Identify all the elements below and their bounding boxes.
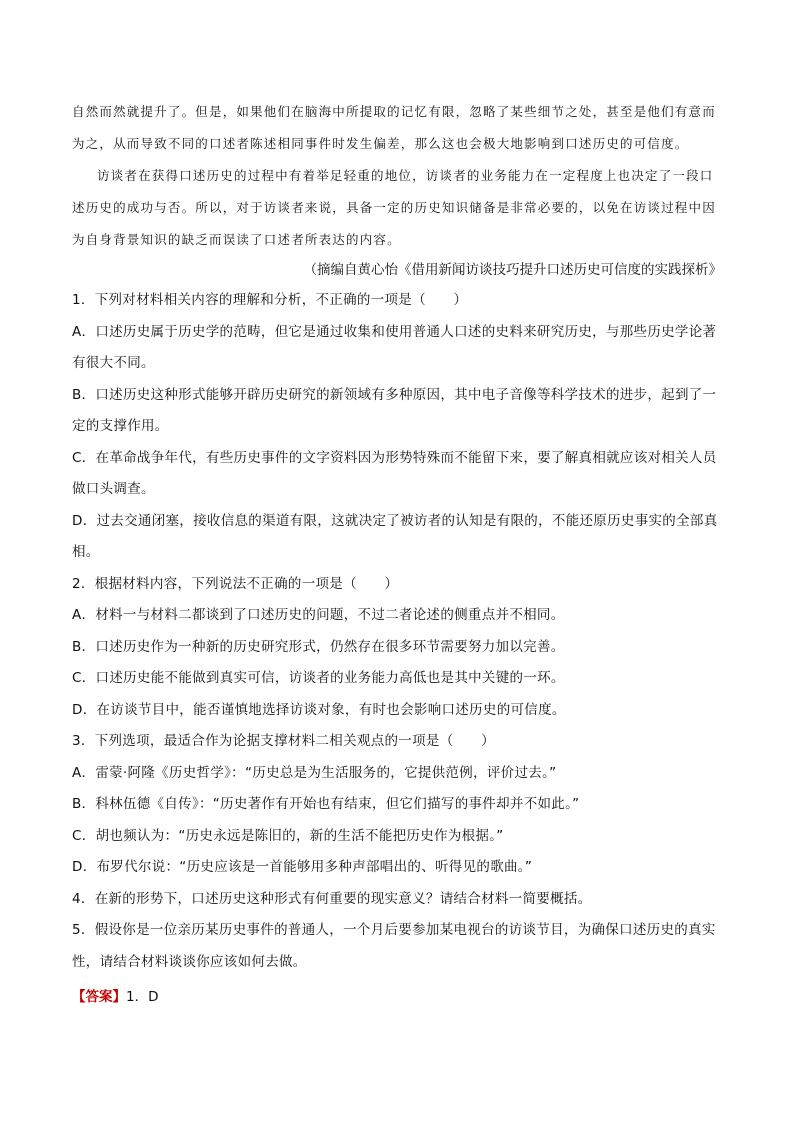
question-4	[72, 884, 722, 916]
material-excerpt	[72, 96, 722, 285]
question-1	[72, 285, 722, 569]
option-d: D．过去交通闭塞，接收信息的渠道有限，这就决定了被访者的认知是有限的，不能还原历史事实的全部真相。	[72, 512, 718, 560]
option-a: A．材料一与材料二都谈到了口述历史的问题，不过二者论述的侧重点并不相同。	[72, 607, 565, 623]
answer-label: 【答案】	[72, 989, 126, 1005]
material-source: （摘编自黄心怡《借用新闻访谈技巧提升口述历史可信度的实践探析》	[303, 262, 722, 278]
option-c: C．胡也频认为：“历史永远是陈旧的，新的生活不能把历史作为根据。”	[72, 827, 504, 844]
question-list	[72, 285, 722, 978]
material-paragraph: 访谈者在获得口述历史的过程中有着举足轻重的地位，访谈者的业务能力在一定程度上也决定了一段口述历史的成功与否。所以，对于访谈者来说，具备一定的历史知识储备是非常必要的，以免在访谈过程中因为自身背景知识的缺乏而误读了口述者所表达的内容。	[72, 168, 716, 247]
question-3	[72, 726, 722, 884]
option-c: C．口述历史能不能做到真实可信，访谈者的业务能力高低也是其中关键的一环。	[72, 670, 565, 686]
question-stem: 3．下列选项，最适合作为论据支撑材料二相关观点的一项是（ ）	[72, 733, 495, 749]
option-a: A．口述历史属于历史学的范畴，但它是通过收集和使用普通人口述的史料来研究历史，与那些历史学论著有很大不同。	[72, 323, 717, 371]
question-stem: 4．在新的形势下，口述历史这种形式有何重要的现实意义？请结合材料一简要概括。	[72, 890, 592, 907]
answer-line	[72, 982, 722, 1013]
question-5	[72, 915, 722, 978]
option-a: A．雷蒙·阿隆《历史哲学》：“历史总是为生活服务的，它提供范例，评价过去。”	[72, 764, 557, 781]
question-2	[72, 569, 722, 727]
option-d: D．在访谈节目中，能否谨慎地选择访谈对象，有时也会影响口述历史的可信度。	[72, 701, 566, 718]
option-b: B．科林伍德《自传》：“历史著作有开始也有结束，但它们描写的事件却并不如此。”	[72, 796, 580, 812]
question-stem: 5．假设你是一位亲历某历史事件的普通人，一个月后要参加某电视台的访谈节目，为确保口述历史的真实性，请结合材料谈谈你应该如何去做。	[72, 922, 716, 970]
question-stem: 1．下列对材料相关内容的理解和分析，不正确的一项是（ ）	[72, 292, 468, 308]
answer-text: 1．D	[126, 989, 159, 1005]
option-d: D．布罗代尔说：“历史应该是一首能够用多种声部唱出的、听得见的歌曲。”	[72, 859, 533, 875]
document-page	[72, 96, 722, 1013]
material-paragraph: 自然而然就提升了。但是，如果他们在脑海中所提取的记忆有限，忽略了某些细节之处，甚至是他们有意而为之，从而导致不同的口述者陈述相同事件时发生偏差，那么这也会极大地影响到口述历史的可信度。	[72, 104, 716, 151]
option-b: B．口述历史作为一种新的历史研究形式，仍然存在很多环节需要努力加以完善。	[72, 638, 565, 655]
option-b: B．口述历史这种形式能够开辟历史研究的新领域有多种原因，其中电子音像等科学技术的进步，起到了一定的支撑作用。	[72, 386, 717, 434]
question-stem: 2．根据材料内容，下列说法不正确的一项是（ ）	[72, 575, 399, 592]
option-c: C．在革命战争年代，有些历史事件的文字资料因为形势特殊而不能留下来，要了解真相就应该对相关人员做口头调查。	[72, 449, 717, 497]
